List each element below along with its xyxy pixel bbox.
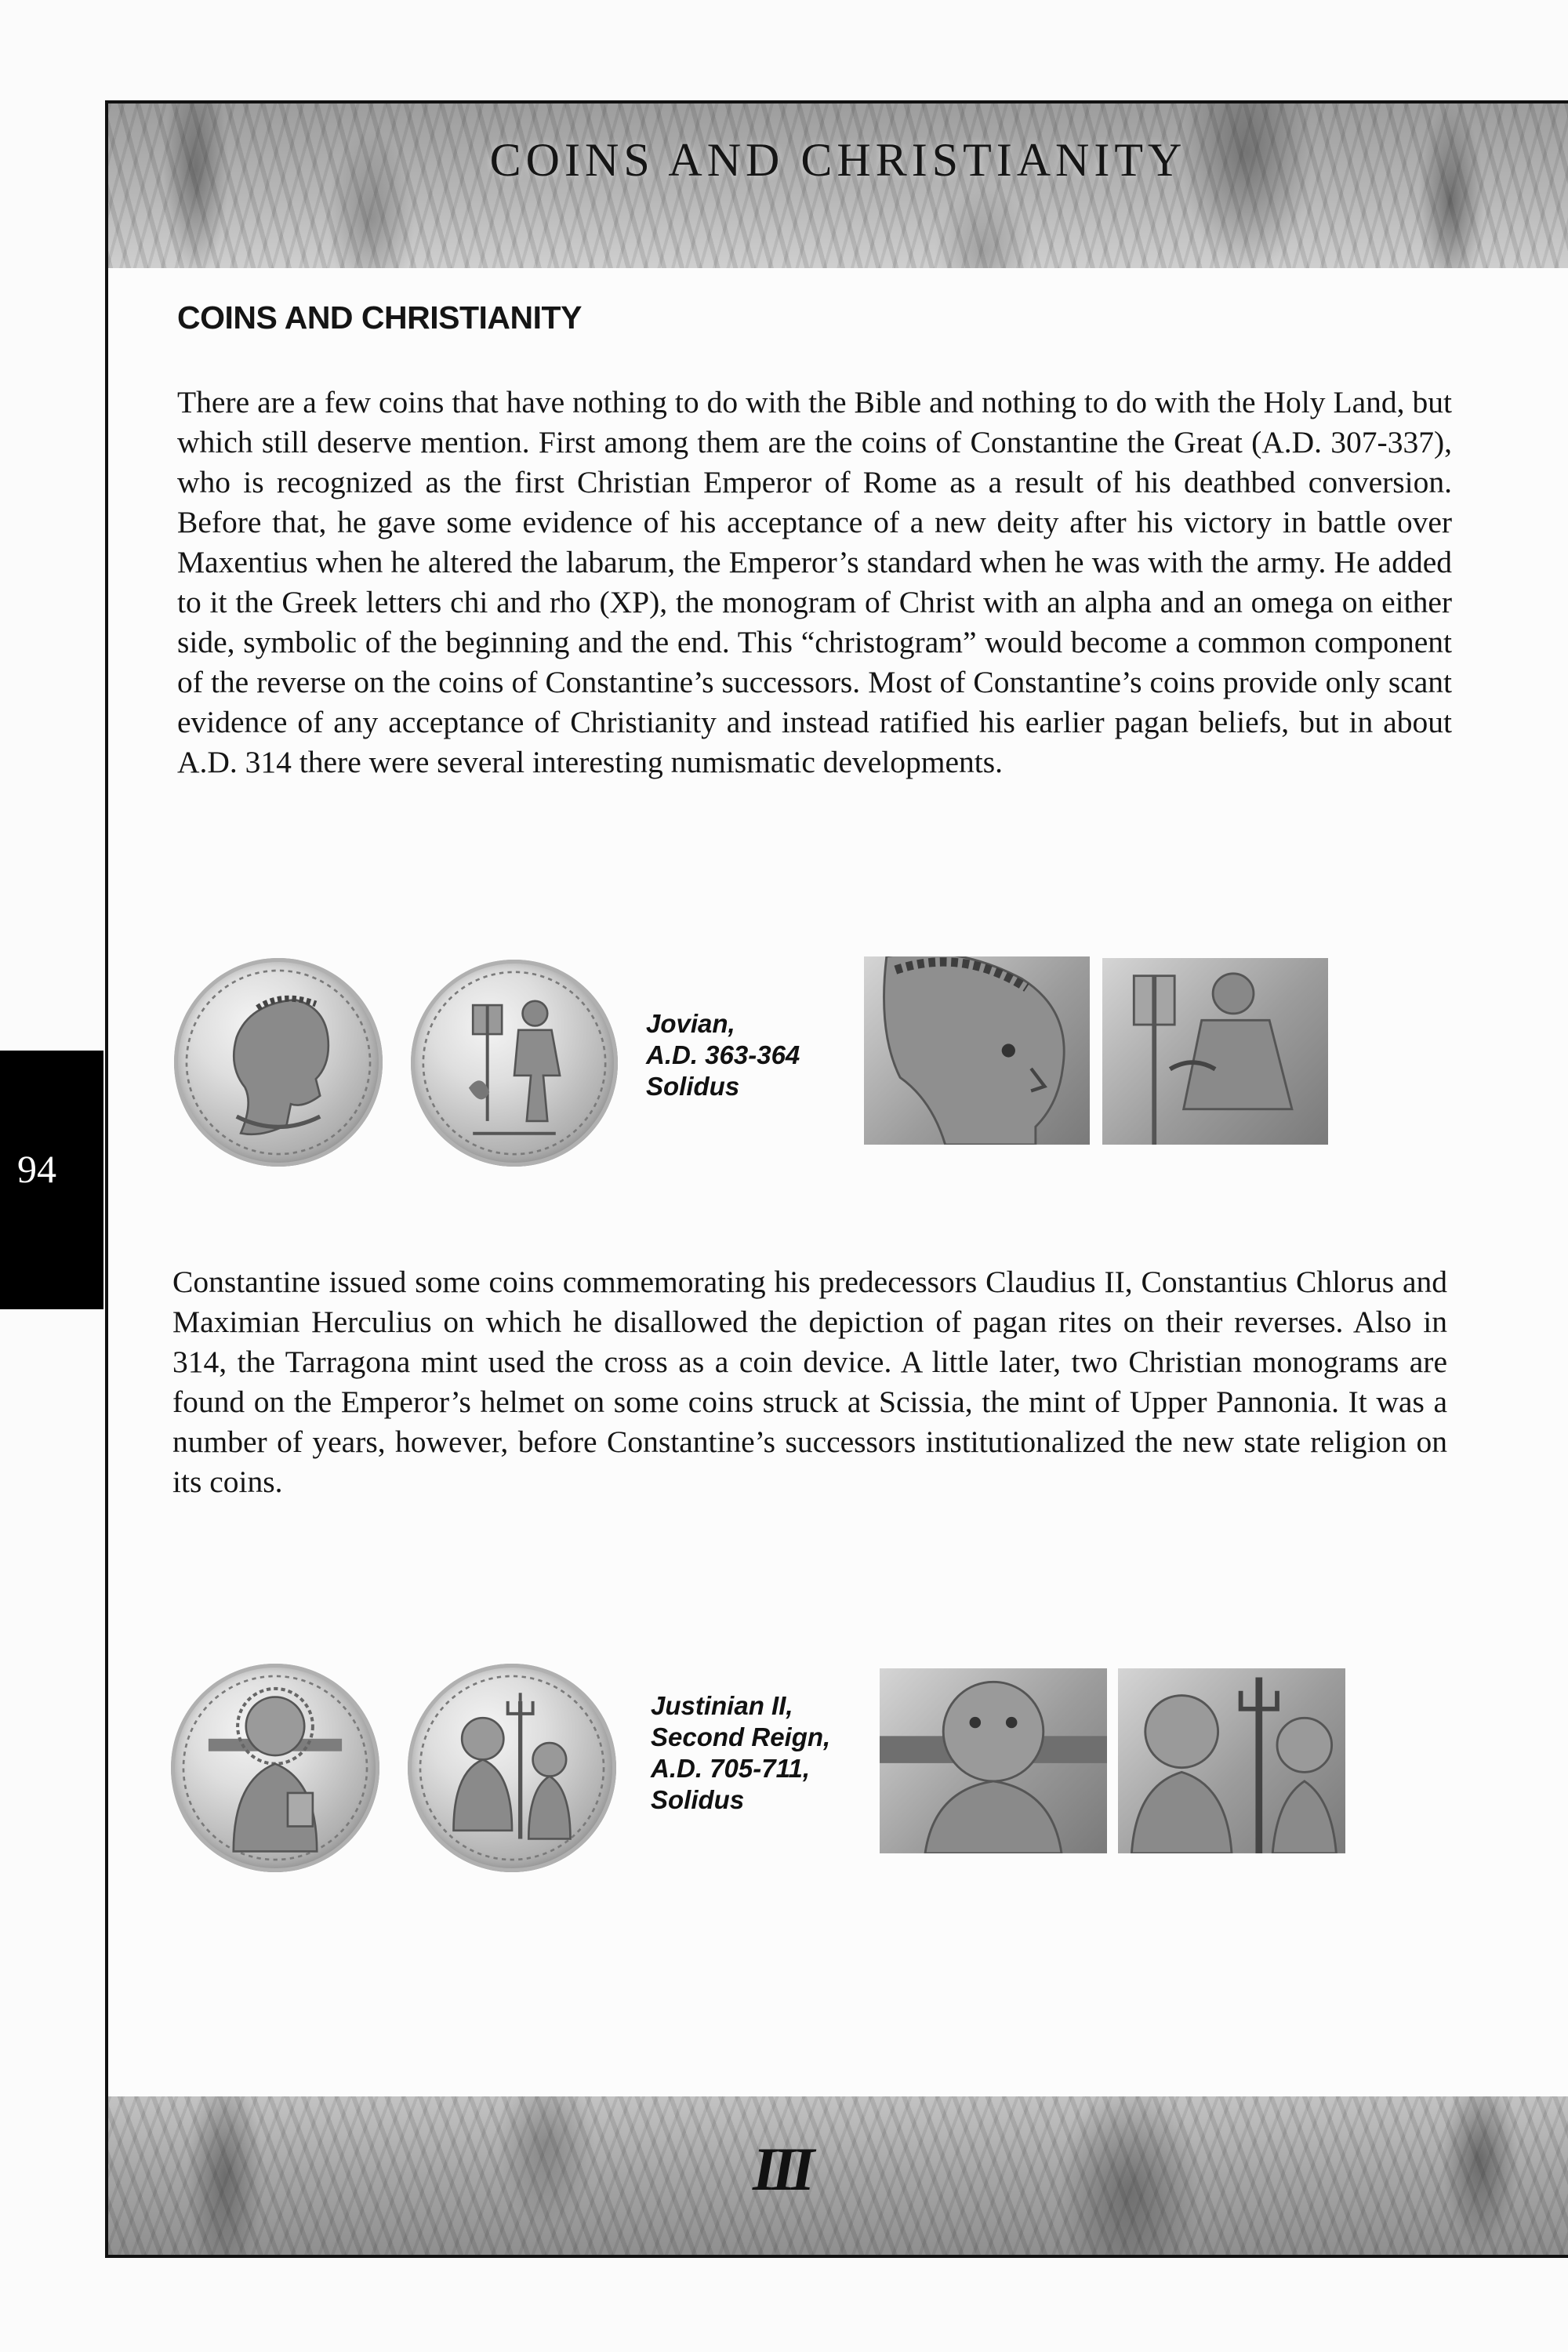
page-number: 94 bbox=[17, 1147, 56, 1191]
justinian-caption bbox=[651, 1690, 830, 1816]
jovian-reverse-coin bbox=[411, 960, 618, 1167]
justinian-caption-date: A.D. 705-711, bbox=[651, 1754, 810, 1783]
justinian-obverse-coin bbox=[171, 1664, 379, 1872]
header-banner bbox=[108, 103, 1568, 268]
justinian-reverse-closeup bbox=[1118, 1668, 1345, 1853]
intro-paragraph: There are a few coins that have nothing to do with the Bible and nothing to do with the Holy Land, but which still deserve mention. First among them are the coins of Constantine the Great (A.D. 307-337), who is recognized as the first Christian Emperor of Rome as a result of his deathbed conversion. Before that, he gave some evidence of his acceptance of a new deity after his victory in battle over Maxentius when he altered the labarum, the Emperor’s standard when he was with the army. He added to it the Greek letters chi and rho (XP), the monogram of Christ with an alpha and an omega on either side, symbolic of the beginning and the end. This “christogram” would become a common component of the reverse on the coins of Constantine’s successors. Most of Constantine’s coins provide only scant evidence of any acceptance of Christianity and instead ratified his earlier pagan beliefs, but in about A.D. 314 there were several interesting numismatic developments. bbox=[177, 385, 1452, 779]
justinian-caption-type: Solidus bbox=[651, 1785, 745, 1814]
justinian-obverse-closeup bbox=[880, 1668, 1107, 1853]
jovian-caption-name: Jovian, bbox=[646, 1009, 735, 1038]
footer-banner bbox=[108, 2096, 1568, 2255]
jovian-caption bbox=[646, 1008, 800, 1102]
jovian-caption-type: Solidus bbox=[646, 1072, 740, 1101]
footer-mark: III bbox=[753, 2135, 811, 2203]
justinian-caption-reign: Second Reign, bbox=[651, 1722, 831, 1751]
jovian-caption-date: A.D. 363-364 bbox=[646, 1040, 800, 1069]
banner-title: COINS AND CHRISTIANITY bbox=[489, 134, 1187, 186]
jovian-reverse-closeup bbox=[1102, 958, 1328, 1145]
jovian-obverse-coin bbox=[174, 958, 383, 1167]
jovian-obverse-closeup bbox=[864, 956, 1090, 1145]
justinian-caption-name: Justinian II, bbox=[651, 1691, 793, 1720]
section-heading: COINS AND CHRISTIANITY bbox=[177, 299, 582, 336]
justinian-reverse-coin bbox=[408, 1664, 616, 1872]
second-paragraph: Constantine issued some coins commemorating his predecessors Claudius II, Constantius Chlorus and Maximian Herculius on which he disallowed the depiction of pagan rites on their reverses. Also in 314, the Tarragona mint used the cross as a coin device. A little later, two Christian monograms are found on the Emperor’s helmet on some coins struck at Scissia, the mint of Upper Pannonia. It was a number of years, however, before Constantine’s successors institutionalized the new state religion on its coins. bbox=[172, 1265, 1447, 1499]
